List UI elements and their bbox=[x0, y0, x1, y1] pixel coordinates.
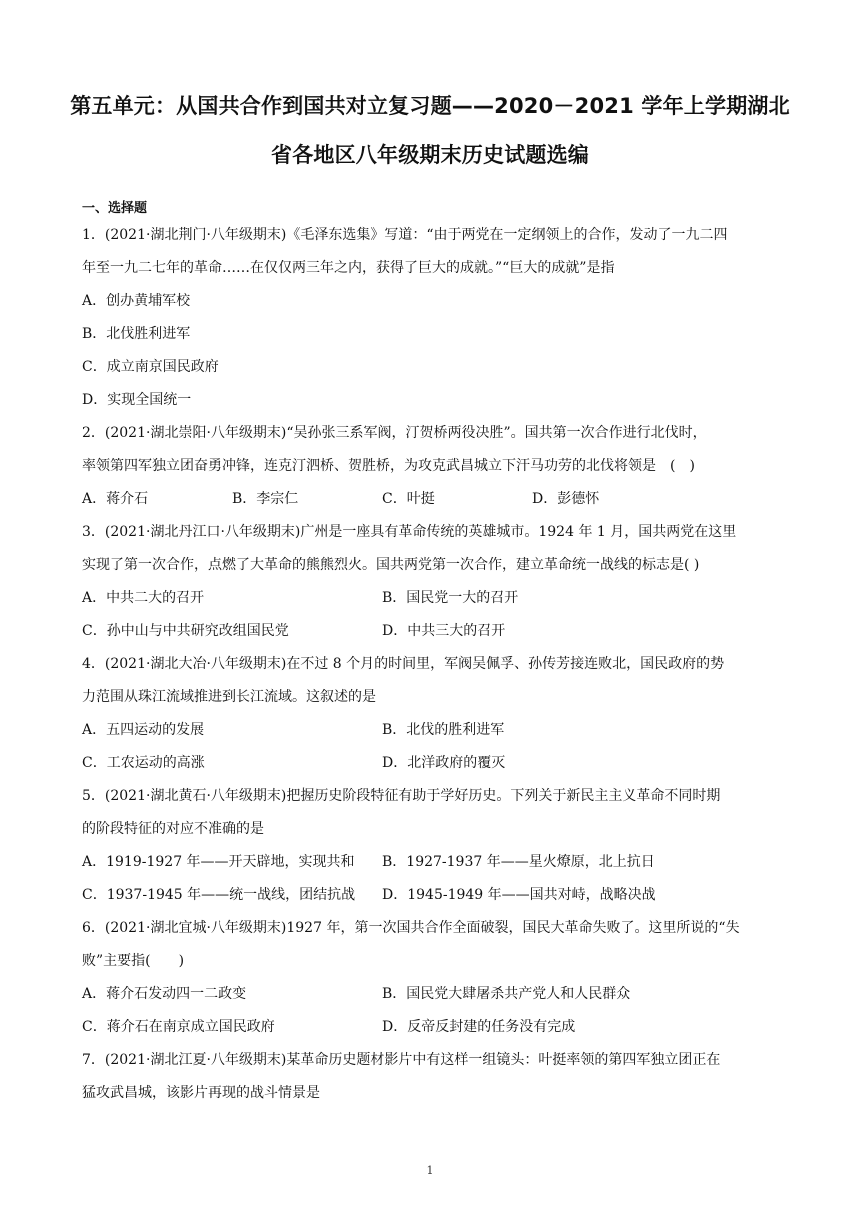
question-4-option-d[interactable]: D．北洋政府的覆灭 bbox=[382, 755, 506, 771]
question-2-option-b[interactable]: B．李宗仁 bbox=[232, 491, 299, 507]
question-6-option-d[interactable]: D．反帝反封建的任务没有完成 bbox=[382, 1019, 576, 1035]
question-5-option-a[interactable]: A．1919-1927 年——开天辟地，实现共和 bbox=[82, 854, 355, 870]
question-6-option-b[interactable]: B．国民党大肆屠杀共产党人和人民群众 bbox=[382, 986, 631, 1002]
question-5-stem-line-2: 的阶段特征的对应不准确的是 bbox=[82, 821, 264, 837]
section-heading: 一、选择题 bbox=[82, 201, 148, 216]
question-3-stem-line-2: 实现了第一次合作，点燃了大革命的熊熊烈火。国共两党第一次合作，建立革命统一战线的标志是( ) bbox=[82, 557, 700, 573]
question-7-stem-line-1: 7．(2021·湖北江夏·八年级期末)某革命历史题材影片中有这样一组镜头：叶挺率领的第四军独立团正在 bbox=[82, 1052, 721, 1068]
question-4-stem-line-2: 力范围从珠江流域推进到长江流域。这叙述的是 bbox=[82, 689, 376, 705]
question-6-stem-line-2: 败”主要指( ) bbox=[82, 953, 185, 969]
question-3-option-c[interactable]: C．孙中山与中共研究改组国民党 bbox=[82, 623, 289, 639]
document-title-line-2: 省各地区八年级期末历史试题选编 bbox=[271, 143, 589, 167]
question-3-option-a[interactable]: A．中共二大的召开 bbox=[82, 590, 205, 606]
question-4-option-a[interactable]: A．五四运动的发展 bbox=[82, 722, 205, 738]
question-1-option-a[interactable]: A．创办黄埔军校 bbox=[82, 293, 191, 309]
question-1-stem-line-1: 1．(2021·湖北荆门·八年级期末)《毛泽东选集》写道：“由于两党在一定纲领上的合作，发动了一九二四 bbox=[82, 227, 728, 243]
question-2-stem-line-2: 率领第四军独立团奋勇冲锋，连克汀泗桥、贺胜桥，为攻克武昌城立下汗马功劳的北伐将领是 ( ) bbox=[82, 458, 695, 474]
question-5-option-d[interactable]: D．1945-1949 年——国共对峙，战略决战 bbox=[382, 887, 656, 903]
question-5-stem-line-1: 5．(2021·湖北黄石·八年级期末)把握历史阶段特征有助于学好历史。下列关于新民主主义革命不同时期 bbox=[82, 788, 721, 804]
question-6-option-a[interactable]: A．蒋介石发动四一二政变 bbox=[82, 986, 247, 1002]
question-2-option-d[interactable]: D．彭德怀 bbox=[532, 491, 600, 507]
question-4-option-c[interactable]: C．工农运动的高涨 bbox=[82, 755, 205, 771]
question-3-option-d[interactable]: D．中共三大的召开 bbox=[382, 623, 506, 639]
question-4-stem-line-1: 4．(2021·湖北大冶·八年级期末)在不过 8 个月的时间里，军阀吴佩孚、孙传芳接连败北，国民政府的势 bbox=[82, 656, 725, 672]
question-3-stem-line-1: 3．(2021·湖北丹江口·八年级期末)广州是一座具有革命传统的英雄城市。1924 年 1 月，国共两党在这里 bbox=[82, 524, 737, 540]
question-1-option-c[interactable]: C．成立南京国民政府 bbox=[82, 359, 219, 375]
page-number: 1 bbox=[426, 1164, 434, 1177]
question-3-option-b[interactable]: B．国民党一大的召开 bbox=[382, 590, 519, 606]
question-6-stem-line-1: 6．(2021·湖北宜城·八年级期末)1927 年，第一次国共合作全面破裂，国民大革命失败了。这里所说的“失 bbox=[82, 920, 740, 936]
question-1-stem-line-2: 年至一九二七年的革命……在仅仅两三年之内，获得了巨大的成就。”“巨大的成就”是指 bbox=[82, 260, 615, 276]
question-1-option-d[interactable]: D．实现全国统一 bbox=[82, 392, 192, 408]
question-5-option-b[interactable]: B．1927-1937 年——星火燎原，北上抗日 bbox=[382, 854, 655, 870]
question-1-option-b[interactable]: B．北伐胜利进军 bbox=[82, 326, 191, 342]
question-6-option-c[interactable]: C．蒋介石在南京成立国民政府 bbox=[82, 1019, 275, 1035]
document-title-line-1: 第五单元：从国共合作到国共对立复习题——2020－2021 学年上学期湖北 bbox=[70, 94, 790, 118]
question-2-stem-line-1: 2．(2021·湖北崇阳·八年级期末)“吴孙张三系军阀，汀贺桥两役决胜”。国共第一次合作进行北伐时， bbox=[82, 425, 707, 441]
question-2-option-c[interactable]: C．叶挺 bbox=[382, 491, 435, 507]
question-7-stem-line-2: 猛攻武昌城，该影片再现的战斗情景是 bbox=[82, 1085, 320, 1101]
question-5-option-c[interactable]: C．1937-1945 年——统一战线，团结抗战 bbox=[82, 887, 356, 903]
question-4-option-b[interactable]: B．北伐的胜利进军 bbox=[382, 722, 505, 738]
question-2-option-a[interactable]: A．蒋介石 bbox=[82, 491, 149, 507]
